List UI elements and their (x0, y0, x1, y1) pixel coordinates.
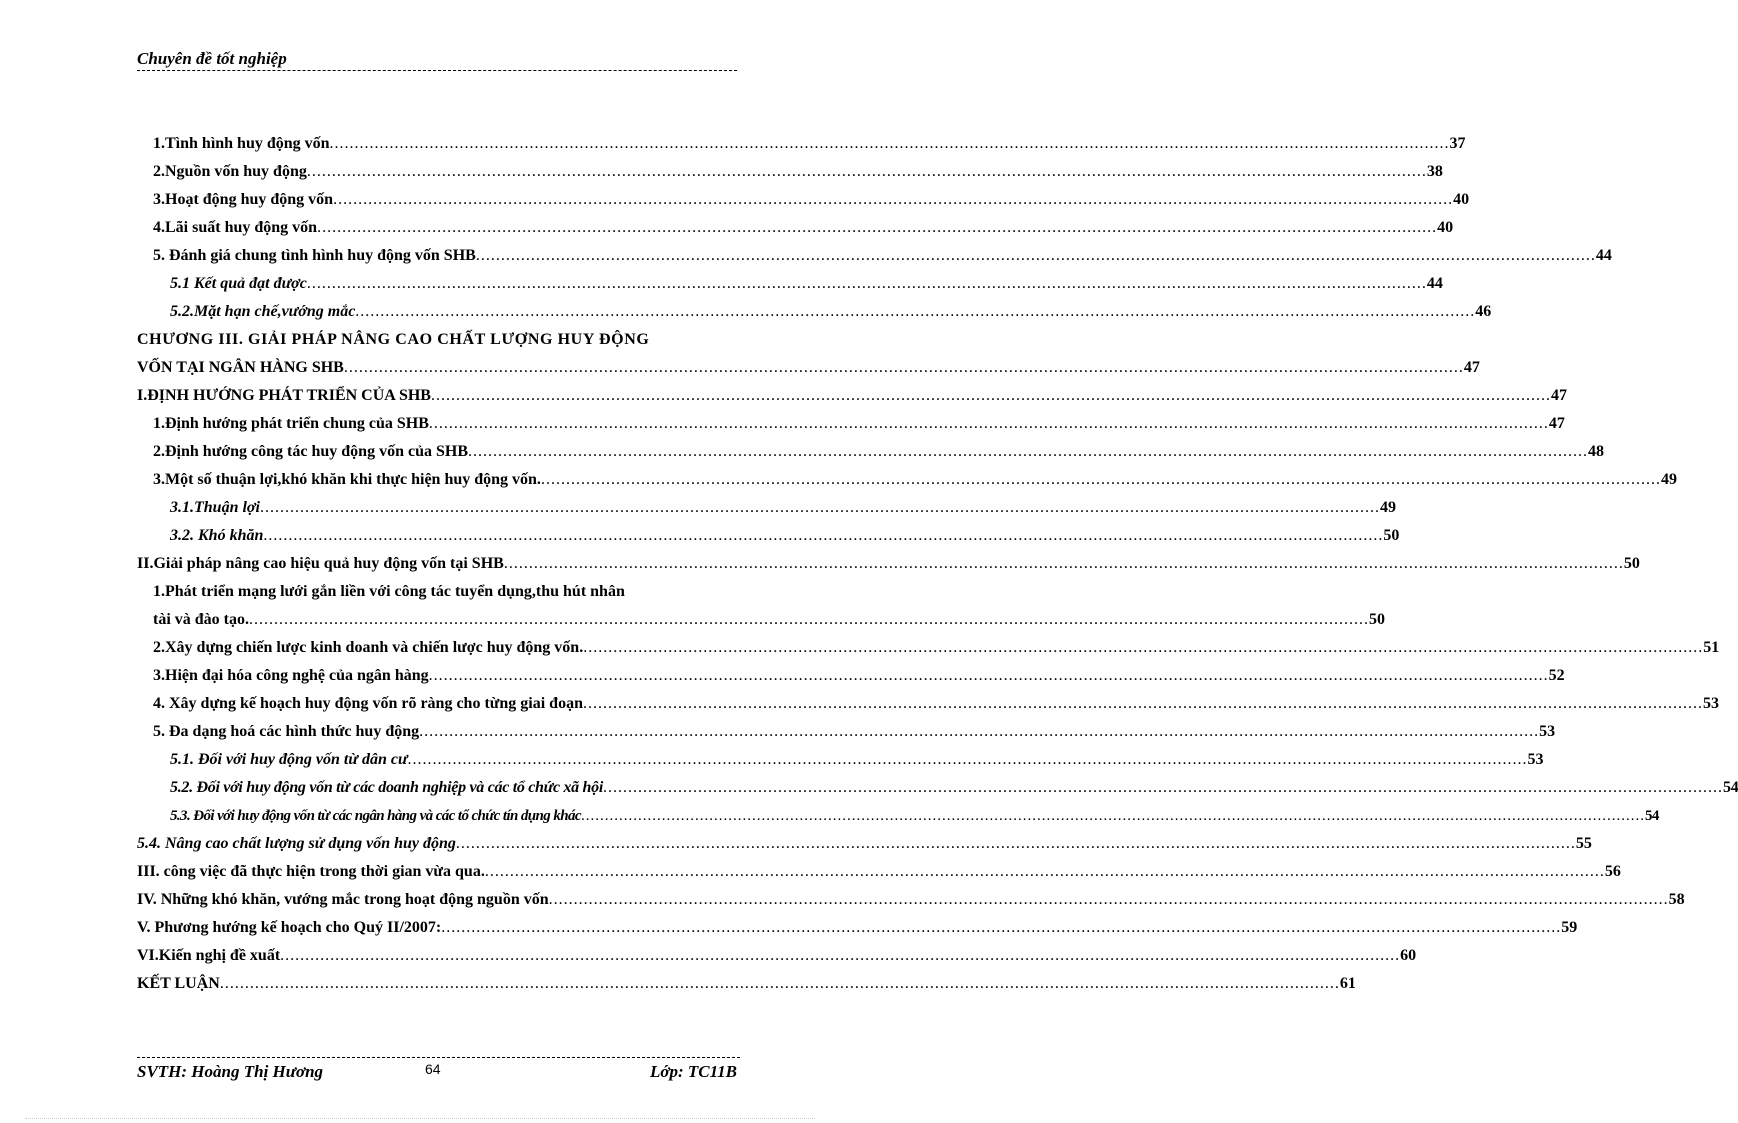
toc-entry[interactable] (153, 158, 1443, 186)
toc-entry-text: II.Giải pháp nâng cao hiệu quả huy động vốn tại SHB (137, 555, 504, 572)
toc-entry-text: 5.1 Kết quả đạt được (170, 275, 307, 292)
toc-entry[interactable] (153, 578, 737, 606)
toc-entry-text: 1.Phát triển mạng lưới gắn liền với công tác tuyển dụng,thu hút nhân (153, 583, 625, 600)
toc-entry-text: 5.2.Mặt hạn chế,vướng mắc (170, 303, 356, 320)
toc-entry-page: 40 (1453, 191, 1470, 208)
toc-entry[interactable] (137, 942, 1417, 970)
toc-entry-page: 50 (1623, 555, 1640, 572)
footer-page-number: 64 (425, 1061, 441, 1077)
toc-entry[interactable] (137, 830, 1592, 858)
toc-entry-page: 58 (1668, 891, 1685, 908)
toc-entry-page: 49 (1660, 471, 1677, 488)
toc-entry-page: 59 (1561, 919, 1578, 936)
toc-entry-text: VỐN TẠI NGÂN HÀNG SHB (137, 359, 344, 376)
toc-entry-page: 50 (1383, 527, 1400, 544)
toc-entry-text: VI.Kiến nghị đề xuất (137, 947, 281, 964)
toc-entry-text: III. công việc đã thực hiện trong thời gian vừa qua. (137, 863, 485, 880)
toc-entry-page: 52 (1548, 667, 1565, 684)
toc-entry-text: 3.Hiện đại hóa công nghệ của ngân hàng (153, 667, 429, 684)
toc-entry-text: V. Phương hướng kế hoạch cho Quý II/2007: (137, 919, 442, 936)
toc-entry-page: 60 (1400, 947, 1417, 964)
toc-entry[interactable] (170, 298, 1492, 326)
toc-entry[interactable] (153, 242, 1612, 270)
toc-entry-page: 47 (1550, 387, 1567, 404)
toc-entry-page: 56 (1604, 863, 1621, 880)
toc-entry-page: 40 (1437, 219, 1454, 236)
toc-entry[interactable] (137, 914, 1578, 942)
toc-entry-page: 54 (1644, 808, 1659, 824)
toc-entry[interactable] (153, 690, 1719, 718)
toc-entry[interactable] (153, 718, 1556, 746)
toc-entry-page: 47 (1463, 359, 1480, 376)
toc-entry[interactable] (170, 270, 1443, 298)
toc-entry-text: 3.1.Thuận lợi (170, 499, 260, 516)
toc-entry-page: 54 (1723, 779, 1738, 796)
toc-entry-page: 50 (1369, 611, 1385, 628)
toc-entry-page: 48 (1588, 443, 1604, 460)
toc-entry-text: 5.4. Nâng cao chất lượng sử dụng vốn huy động (137, 835, 456, 852)
toc-entry-page: 53 (1702, 695, 1719, 712)
toc-entry[interactable] (153, 186, 1470, 214)
toc-entry-text: 5.3. Đối với huy động vốn từ các ngân hàng và các tổ chức tín dụng khác (170, 808, 581, 824)
toc-entry-text: IV. Những khó khăn, vướng mắc trong hoạt động nguồn vốn (137, 891, 549, 908)
footer-class: Lớp: TC11B (649, 1062, 737, 1081)
toc-entry[interactable] (137, 354, 1480, 382)
toc-entry-page: 53 (1539, 723, 1556, 740)
toc-entry-text: 3.2. Khó khăn (170, 527, 264, 544)
toc-entry[interactable] (170, 802, 1659, 830)
toc-entry-text: I.ĐỊNH HƯỚNG PHÁT TRIỂN CỦA SHB (137, 387, 431, 404)
toc-entry-text: KẾT LUẬN (137, 975, 220, 992)
toc-entry[interactable] (153, 606, 1385, 634)
toc-entry[interactable] (153, 214, 1454, 242)
toc-entry-text: 5.2. Đối với huy động vốn từ các doanh nghiệp và các tổ chức xã hội (170, 779, 603, 796)
toc-entry-text: 4.Lãi suất huy động vốn (153, 219, 318, 236)
toc-entry-text: 3.Hoạt động huy động vốn (153, 191, 334, 208)
toc-entry-text: 5. Đánh giá chung tình hình huy động vốn SHB (153, 247, 476, 264)
page-bottom-border (25, 1118, 815, 1119)
toc-entry[interactable] (137, 382, 1567, 410)
toc-entry[interactable] (153, 410, 1565, 438)
toc-entry-text: 4. Xây dựng kế hoạch huy động vốn rõ ràng cho từng giai đoạn (153, 695, 583, 712)
toc-entry[interactable] (137, 970, 1356, 998)
toc-entry[interactable] (153, 634, 1720, 662)
toc-entry-page: 49 (1379, 499, 1396, 516)
toc-entry[interactable] (170, 746, 1544, 774)
toc-entry-text: 1.Tình hình huy động vốn (153, 135, 330, 152)
toc-entry[interactable] (137, 550, 1640, 578)
toc-entry-text: 2.Xây dựng chiến lược kinh doanh và chiến lược huy động vốn. (153, 639, 584, 656)
toc-entry-text: 1.Định hướng phát triển chung của SHB (153, 415, 429, 432)
footer-student: SVTH: Hoàng Thị Hương (137, 1062, 324, 1081)
toc-entry[interactable] (153, 466, 1677, 494)
toc-entry[interactable] (170, 522, 1400, 550)
toc-entry[interactable] (153, 130, 1466, 158)
toc-entry[interactable] (137, 858, 1621, 886)
toc-entry-page: 44 (1426, 275, 1443, 292)
toc-entry[interactable] (153, 438, 1604, 466)
toc-entry-page: 53 (1527, 751, 1544, 768)
toc-entry-page: 55 (1575, 835, 1592, 852)
toc-entry-page: 44 (1595, 247, 1612, 264)
toc-entry-text: tài và đào tạo. (153, 611, 249, 628)
toc-entry-text: 2.Nguồn vốn huy động (153, 163, 307, 180)
toc-entry-page: 61 (1339, 975, 1356, 992)
toc-entry-text: CHƯƠNG III. GIẢI PHÁP NÂNG CAO CHẤT LƯỢNG HUY ĐỘNG (137, 331, 650, 348)
toc-entry-page: 37 (1449, 135, 1466, 152)
toc-entry[interactable] (170, 494, 1396, 522)
toc-entry[interactable] (137, 886, 1685, 914)
toc-entry[interactable] (170, 774, 1738, 802)
toc-entry-text: 5. Đa dạng hoá các hình thức huy động (153, 723, 420, 740)
toc-entry-text: 5.1. Đối với huy động vốn từ dân cư (170, 751, 408, 768)
toc-entry-page: 38 (1426, 163, 1443, 180)
toc-entry-text: 3.Một số thuận lợi,khó khăn khi thực hiện huy động vốn. (153, 471, 541, 488)
header-divider (137, 70, 737, 71)
toc-entry-page: 47 (1548, 415, 1565, 432)
header-title: Chuyên đề tốt nghiệp (137, 49, 287, 68)
toc-entry-page: 51 (1703, 639, 1720, 656)
toc-entry-page: 46 (1475, 303, 1492, 320)
toc-entry-text: 2.Định hướng công tác huy động vốn của SHB (153, 443, 468, 460)
toc-entry[interactable] (137, 326, 737, 354)
toc-entry[interactable] (153, 662, 1565, 690)
footer-divider (137, 1057, 740, 1058)
